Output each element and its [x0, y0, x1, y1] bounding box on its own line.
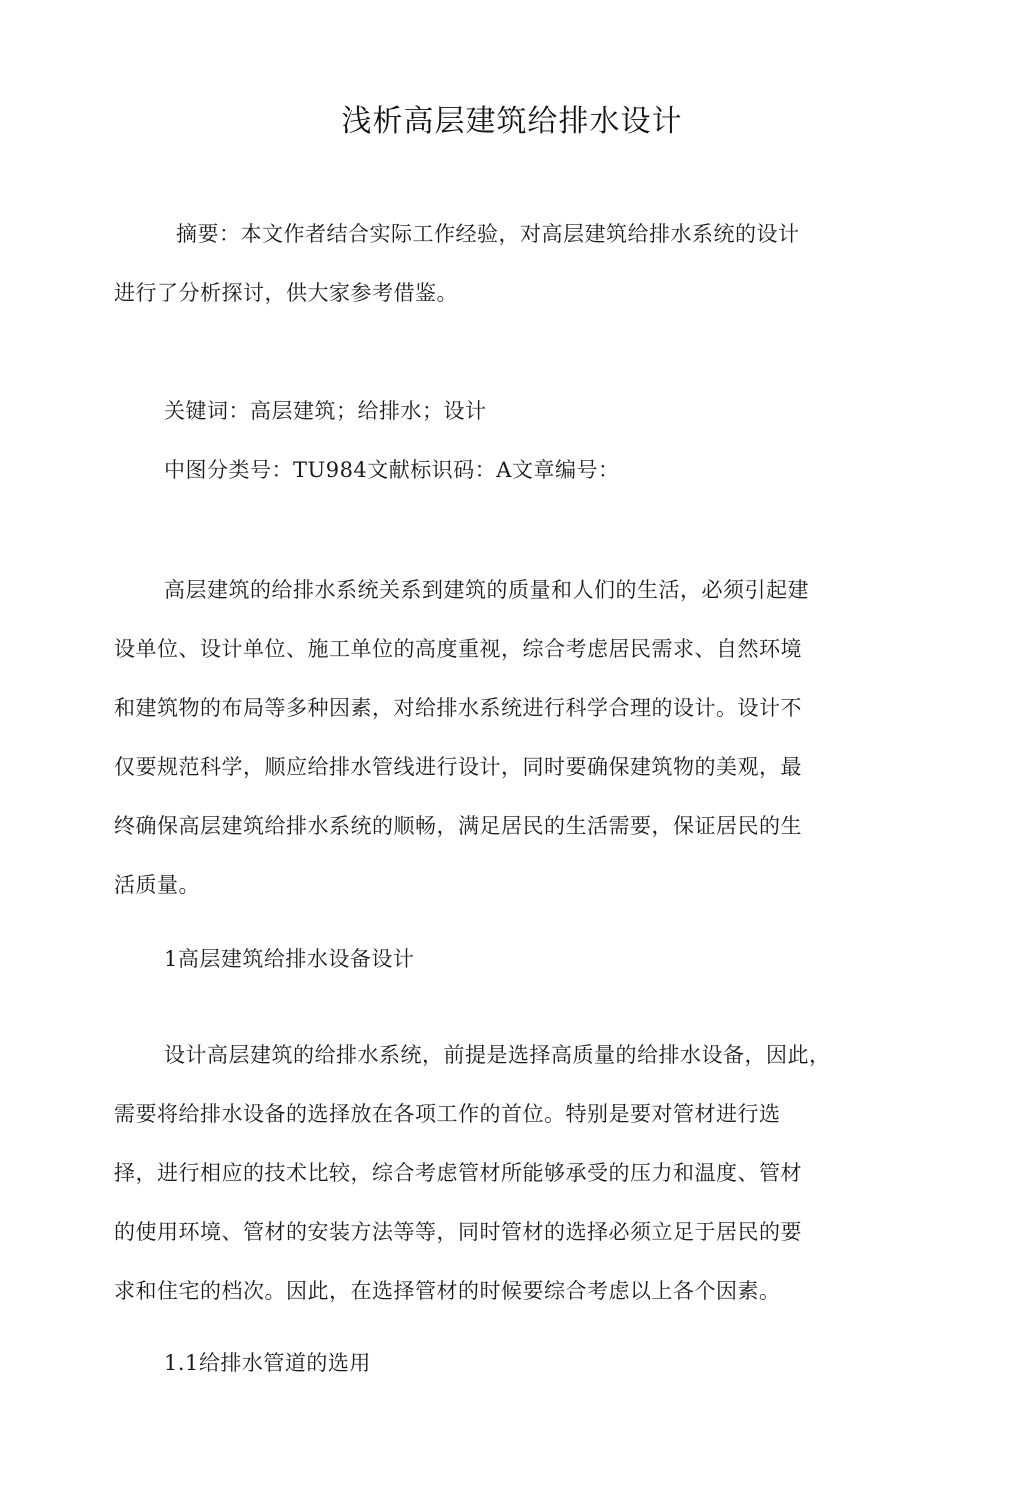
- paragraph-line: 设计高层建筑的给排水系统，前提是选择高质量的给排水设备，因此，: [164, 1043, 831, 1067]
- classification: [114, 441, 894, 500]
- classification-text: 中图分类号：TU984文献标识码：A文章编号：: [164, 458, 620, 482]
- paragraph-line: 求和住宅的档次。因此，在选择管材的时候要综合考虑以上各个因素。: [114, 1279, 781, 1303]
- paragraph-line: 高层建筑的给排水系统关系到建筑的质量和人们的生活，必须引起建: [164, 578, 809, 602]
- section1-paragraph: [114, 1026, 894, 1321]
- abstract: [114, 205, 894, 323]
- section-heading-text: 1.1给排水管道的选用: [164, 1351, 371, 1375]
- paragraph-line: 终确保高层建筑给排水系统的顺畅，满足居民的生活需要，保证居民的生: [114, 814, 802, 838]
- section-heading-1: [114, 930, 894, 989]
- paragraph-line: 择，进行相应的技术比较，综合考虑管材所能够承受的压力和温度、管材: [114, 1161, 802, 1185]
- section-heading-1-1: [114, 1334, 894, 1393]
- paragraph-line: 和建筑物的布局等多种因素，对给排水系统进行科学合理的设计。设计不: [114, 696, 802, 720]
- paragraph-line: 活质量。: [114, 873, 200, 897]
- paragraph-line: 的使用环境、管材的安装方法等等，同时管材的选择必须立足于居民的要: [114, 1220, 802, 1244]
- keywords-text: 关键词：高层建筑；给排水；设计: [164, 399, 487, 423]
- document-title: 浅析高层建筑给排水设计: [341, 104, 683, 139]
- paragraph-line: 仅要规范科学，顺应给排水管线进行设计，同时要确保建筑物的美观，最: [114, 755, 802, 779]
- paragraph-line: 需要将给排水设备的选择放在各项工作的首位。特别是要对管材进行选: [114, 1102, 781, 1126]
- abstract-line: 进行了分析探讨，供大家参考借鉴。: [114, 281, 458, 305]
- intro-paragraph: [114, 561, 894, 915]
- section-heading-text: 1高层建筑给排水设备设计: [164, 947, 415, 971]
- paragraph-line: 设单位、设计单位、施工单位的高度重视，综合考虑居民需求、自然环境: [114, 637, 802, 661]
- keywords: [114, 382, 894, 441]
- abstract-line: 摘要：本文作者结合实际工作经验，对高层建筑给排水系统的设计: [176, 222, 800, 246]
